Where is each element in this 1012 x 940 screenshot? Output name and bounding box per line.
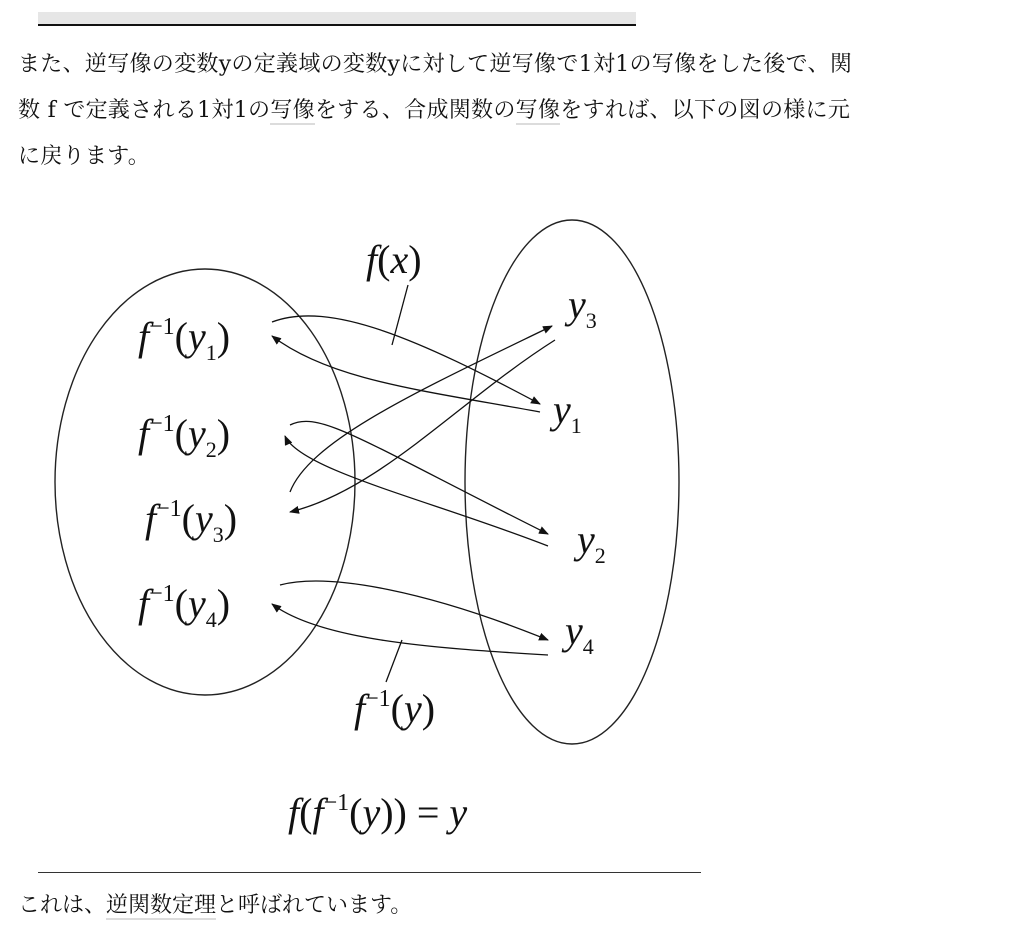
closing-text-b: と呼ばれています。 bbox=[216, 893, 413, 918]
forward-function-label: f(x) bbox=[366, 237, 422, 282]
top-divider bbox=[38, 12, 636, 26]
paragraph-line-3: に戻ります。 bbox=[18, 144, 151, 169]
right-item-y1: $y_1$ bbox=[553, 387, 582, 438]
left-item-4: $f^{-1}(y_4)$ bbox=[138, 581, 231, 632]
closing-sentence bbox=[18, 886, 412, 926]
bottom-divider bbox=[38, 872, 701, 873]
inverse-leader bbox=[386, 640, 402, 682]
inverse-function-label: $f^{-1}(y)$ bbox=[354, 686, 436, 731]
line2-text-c: をすれば、以下の図の様に元 bbox=[560, 98, 851, 123]
left-item-2: $f^{-1}(y_2)$ bbox=[138, 411, 231, 462]
line2-text-b: をする、合成関数の bbox=[314, 98, 516, 123]
closing-text-a: これは、 bbox=[18, 893, 107, 918]
right-item-y2: $y_2$ bbox=[577, 517, 606, 568]
left-item-3: $f^{-1}(y_3)$ bbox=[145, 496, 238, 547]
inverse-arrow-1 bbox=[272, 336, 540, 412]
link-inverse-function-theorem[interactable]: 逆関数定理 bbox=[106, 893, 217, 918]
forward-leader bbox=[392, 285, 408, 345]
inverse-arrow-2 bbox=[285, 436, 548, 546]
right-item-y3: $y_3$ bbox=[568, 282, 597, 333]
link-mapping-1[interactable]: 写像 bbox=[270, 98, 315, 123]
line2-text-a: 数 f で定義される1対1の bbox=[18, 98, 271, 123]
inverse-mapping-diagram bbox=[0, 190, 760, 850]
link-mapping-2[interactable]: 写像 bbox=[515, 98, 561, 123]
paragraph-line-2 bbox=[18, 88, 993, 134]
paragraph-line-1: また、逆写像の変数yの定義域の変数yに対して逆写像で1対1の写像をした後で、関 bbox=[18, 52, 853, 77]
forward-arrow-4 bbox=[280, 581, 548, 640]
intro-paragraph bbox=[18, 42, 993, 180]
forward-arrow-2 bbox=[290, 421, 548, 534]
right-item-y4: $y_4$ bbox=[565, 608, 594, 659]
left-item-1: $f^{-1}(y_1)$ bbox=[138, 314, 231, 365]
identity-equation: $f(f^{-1}(y)) = y$ bbox=[288, 790, 468, 835]
